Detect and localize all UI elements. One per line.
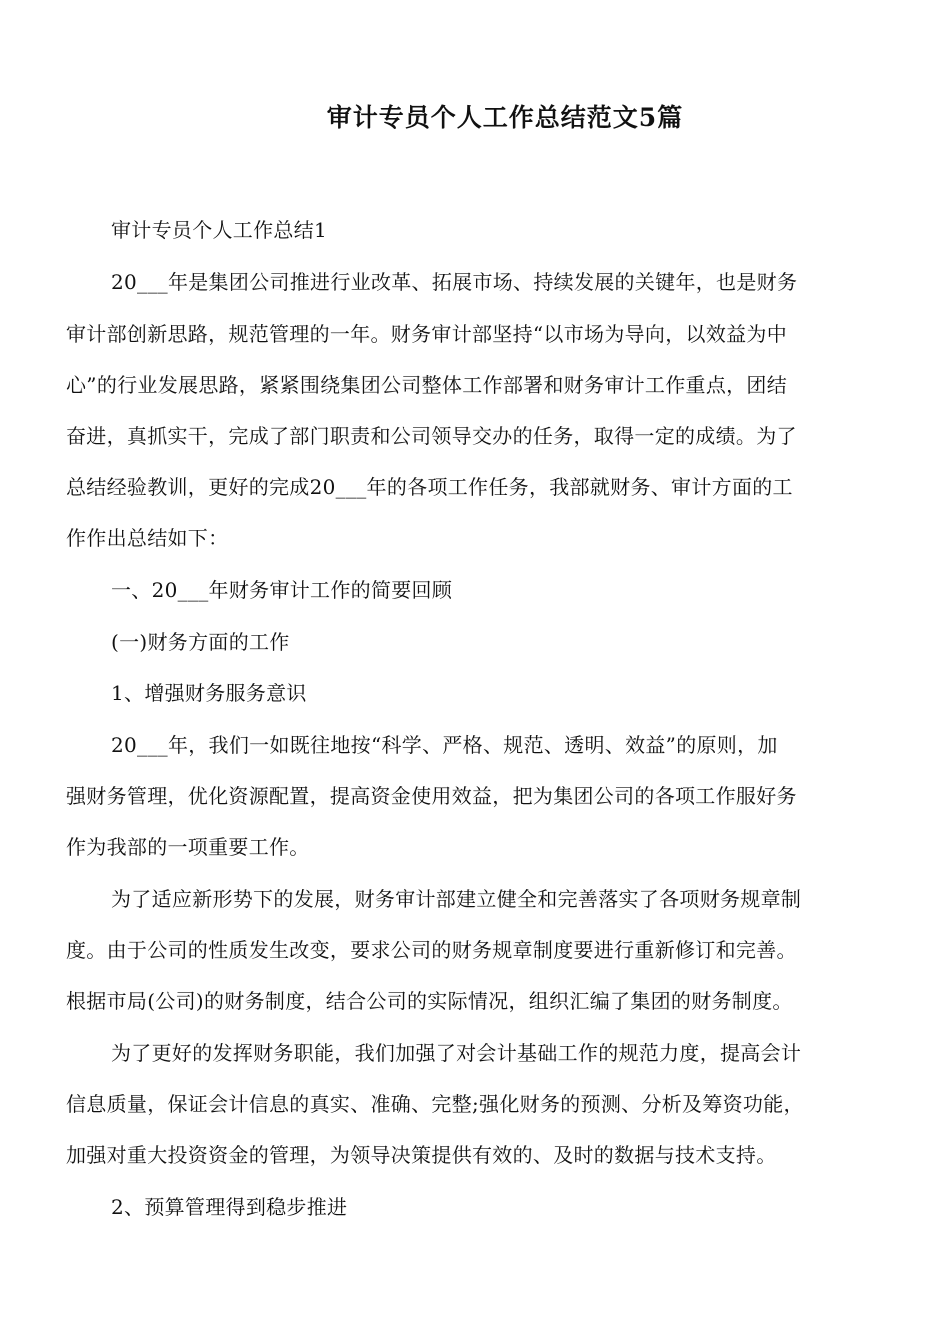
paragraph-line: 为了更好的发挥财务职能，我们加强了对会计基础工作的规范力度，提高会计 — [111, 1041, 802, 1065]
item-heading: 2、预算管理得到稳步推进 — [111, 1195, 348, 1219]
paragraph-line: 信息质量，保证会计信息的真实、准确、完整;强化财务的预测、分析及筹资功能， — [66, 1092, 804, 1116]
paragraph-line: 根据市局(公司)的财务制度，结合公司的实际情况，组织汇编了集团的财务制度。 — [66, 989, 793, 1013]
section-heading: 审计专员个人工作总结1 — [111, 218, 328, 242]
subsection-heading: (一)财务方面的工作 — [111, 630, 290, 654]
item-heading: 1、增强财务服务意识 — [111, 681, 307, 705]
paragraph-line: 加强对重大投资资金的管理，为领导决策提供有效的、及时的数据与技术支持。 — [66, 1143, 777, 1167]
paragraph-line: 强财务管理，优化资源配置，提高资金使用效益，把为集团公司的各项工作服好务 — [66, 784, 797, 808]
paragraph-line: 审计部创新思路，规范管理的一年。财务审计部坚持“以市场为导向，以效益为中 — [66, 322, 788, 346]
document-title: 审计专员个人工作总结范文5篇 — [326, 103, 684, 132]
section-heading: 一、20___年财务审计工作的简要回顾 — [111, 578, 453, 602]
paragraph-line: 20___年，我们一如既往地按“科学、严格、规范、透明、效益”的原则，加 — [111, 733, 778, 757]
paragraph-line: 作作出总结如下： — [66, 526, 229, 550]
paragraph-line: 总结经验教训，更好的完成20___年的各项工作任务，我部就财务、审计方面的工 — [66, 475, 793, 499]
paragraph-line: 20___年是集团公司推进行业改革、拓展市场、持续发展的关键年，也是财务 — [111, 270, 798, 294]
paragraph-line: 度。由于公司的性质发生改变，要求公司的财务规章制度要进行重新修订和完善。 — [66, 938, 797, 962]
paragraph-line: 为了适应新形势下的发展，财务审计部建立健全和完善落实了各项财务规章制 — [111, 887, 802, 911]
paragraph-line: 奋进，真抓实干，完成了部门职责和公司领导交办的任务，取得一定的成绩。为了 — [66, 424, 797, 448]
paragraph-line: 作为我部的一项重要工作。 — [66, 835, 310, 859]
paragraph-line: 心”的行业发展思路，紧紧围绕集团公司整体工作部署和财务审计工作重点，团结 — [66, 373, 788, 397]
